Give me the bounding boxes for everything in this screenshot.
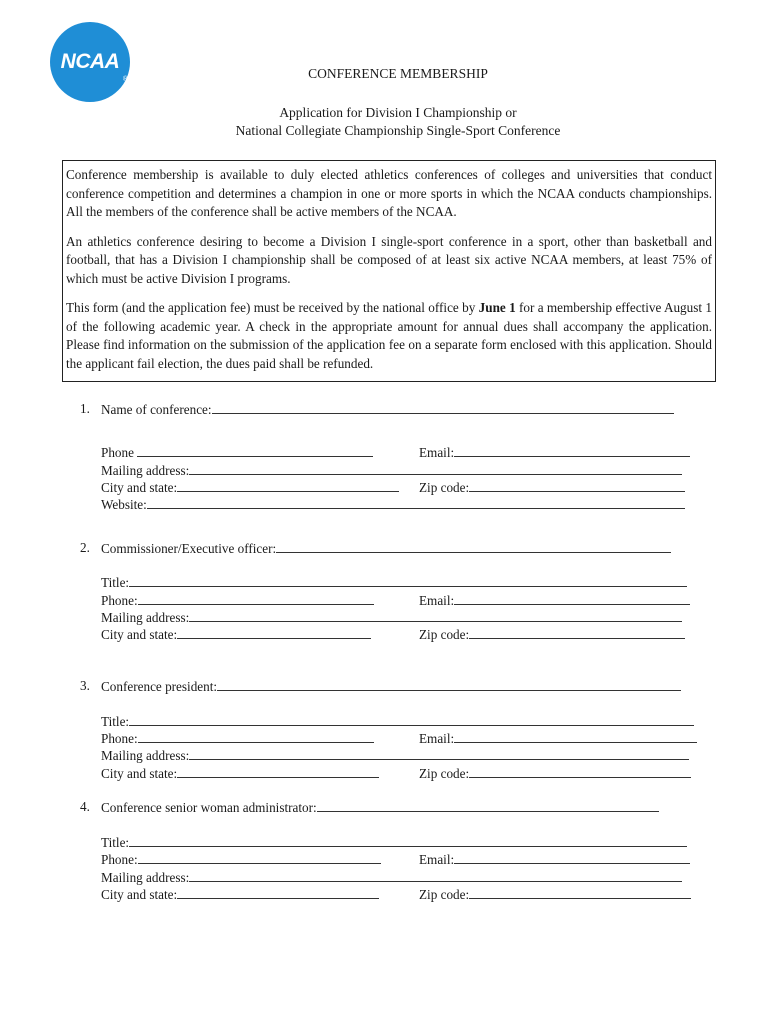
s4-email-field[interactable] [454, 851, 690, 864]
intro-paragraph-1: Conference membership is available to duly elected athletics conferences of colleges and universities that conduct conference competition and determines a champion in one or more sports in which the NCAA conducts championships. All the members of the conference shall be active members of the NCAA. [66, 167, 712, 219]
s1-mailing-row: Mailing address: [101, 462, 682, 479]
s1-phone-row: Phone [101, 444, 373, 461]
conference-name-field[interactable] [212, 401, 674, 414]
s4-city-field[interactable] [177, 886, 379, 899]
swa-row: Conference senior woman administrator: [101, 799, 659, 816]
s1-zip-field[interactable] [469, 479, 685, 492]
section-1-number: 1. [80, 401, 90, 416]
intro-box [62, 160, 716, 382]
section-2-number: 2. [80, 540, 90, 555]
s2-mailing-row: Mailing address: [101, 609, 682, 626]
conference-name-row: Name of conference: [101, 401, 674, 418]
s3-mailing-row: Mailing address: [101, 747, 689, 764]
s2-email-field[interactable] [454, 592, 690, 605]
s4-phone-row: Phone: [101, 851, 381, 868]
s1-city-field[interactable] [177, 479, 399, 492]
s3-phone-field[interactable] [138, 730, 374, 743]
s2-mailing-field[interactable] [189, 609, 682, 622]
s4-phone-field[interactable] [138, 851, 381, 864]
s1-zip-row: Zip code: [419, 479, 685, 496]
subtitle-line-1: Application for Division I Championship or [279, 105, 517, 120]
s4-title-row: Title: [101, 834, 687, 851]
president-row: Conference president: [101, 678, 681, 695]
s3-phone-row: Phone: [101, 730, 374, 747]
s1-website-field[interactable] [147, 496, 685, 509]
s3-email-field[interactable] [454, 730, 697, 743]
page-title: CONFERENCE MEMBERSHIP [308, 66, 488, 81]
president-field[interactable] [217, 678, 681, 691]
s3-city-row: City and state: [101, 765, 379, 782]
s2-city-field[interactable] [177, 626, 371, 639]
s3-zip-row: Zip code: [419, 765, 691, 782]
section-4-number: 4. [80, 799, 90, 814]
commissioner-row: Commissioner/Executive officer: [101, 540, 671, 557]
swa-field[interactable] [317, 799, 659, 812]
s3-city-field[interactable] [177, 765, 379, 778]
s3-title-row: Title: [101, 713, 694, 730]
registered-mark: ® [122, 76, 128, 83]
s2-zip-field[interactable] [469, 626, 685, 639]
s3-title-field[interactable] [129, 713, 694, 726]
deadline-date: June 1 [478, 300, 516, 315]
s1-mailing-field[interactable] [189, 462, 682, 475]
section-3-number: 3. [80, 678, 90, 693]
s4-city-row: City and state: [101, 886, 379, 903]
s1-email-field[interactable] [454, 444, 690, 457]
s4-mailing-field[interactable] [189, 869, 682, 882]
s2-zip-row: Zip code: [419, 626, 685, 643]
s2-title-field[interactable] [129, 574, 687, 587]
s4-title-field[interactable] [129, 834, 687, 847]
s2-phone-field[interactable] [138, 592, 374, 605]
subtitle-line-2: National Collegiate Championship Single-Sport Conference [235, 123, 561, 138]
logo-text: NCAA [60, 50, 120, 73]
intro-paragraph-3: This form (and the application fee) must be received by the national office by June 1 for a membership effective August 1 of the following academic year. A check in the appropriate amount for annual dues shall accompany the application. Please find information on the submission of the application fee on a separate form enclosed with this application. Should the applicant fail election, the dues paid shall be refunded. [66, 300, 712, 371]
ncaa-logo [50, 22, 130, 102]
s4-email-row: Email: [419, 851, 690, 868]
intro-paragraph-2: An athletics conference desiring to become a Division I single-sport conference in a sport, other than basketball and football, that has a Division I championship shall be composed of at least six active NCAA members, at least 75% of which must be active Division I programs. [66, 233, 712, 286]
commissioner-field[interactable] [276, 540, 671, 553]
s2-city-row: City and state: [101, 626, 371, 643]
s4-zip-row: Zip code: [419, 886, 691, 903]
s3-email-row: Email: [419, 730, 697, 747]
s2-phone-row: Phone: [101, 592, 374, 609]
s1-email-row: Email: [419, 444, 690, 461]
s1-city-row: City and state: [101, 479, 399, 496]
s1-website-row: Website: [101, 496, 685, 513]
s1-phone-field[interactable] [137, 444, 373, 457]
s3-zip-field[interactable] [469, 765, 691, 778]
s3-mailing-field[interactable] [189, 747, 689, 760]
s4-zip-field[interactable] [469, 886, 691, 899]
s2-email-row: Email: [419, 592, 690, 609]
s2-title-row: Title: [101, 574, 687, 591]
s4-mailing-row: Mailing address: [101, 869, 682, 886]
